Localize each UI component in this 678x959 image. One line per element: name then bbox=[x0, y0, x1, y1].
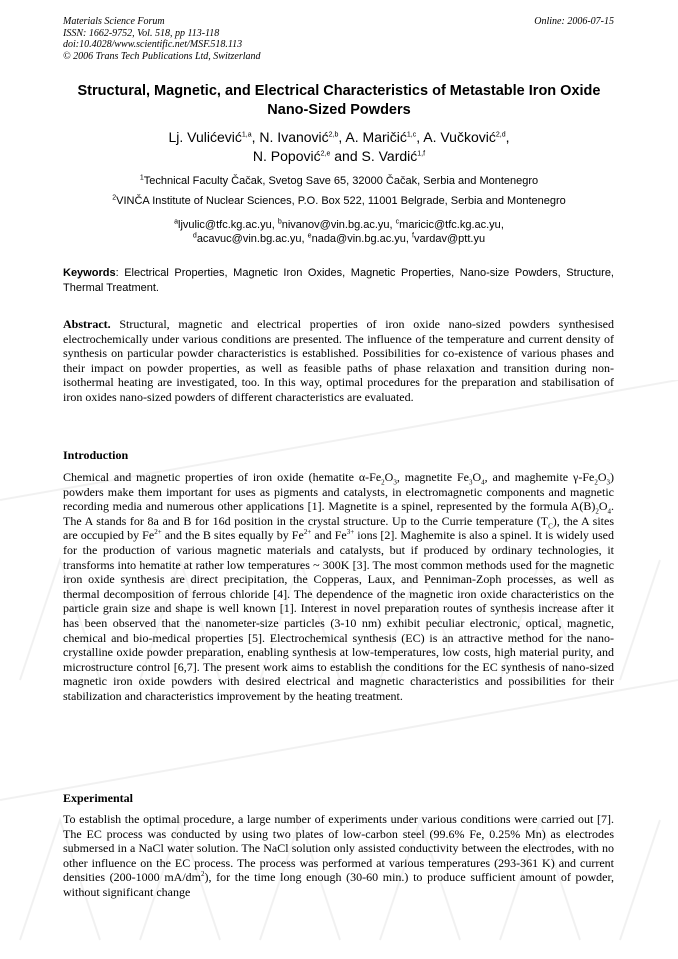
author: S. Vardić$^{1,f}$ bbox=[361, 148, 426, 164]
email-list: $^a$ljvulic@tfc.kg.ac.yu, $^b$nivanov@vin.bg.ac.yu, $^c$maricic@tfc.kg.ac.yu, $^d$acavuc@vin.bg.ac.yu, $^e$nada@vin.bg.ac.yu, $^f$vardav@ptt.yu bbox=[174, 218, 504, 245]
author: A. Vučković$^{2,d}$, bbox=[423, 129, 510, 145]
keywords-label: Keywords bbox=[63, 267, 116, 279]
abstract bbox=[63, 317, 614, 405]
author-list bbox=[60, 128, 618, 166]
email-link[interactable]: $^f$vardav@ptt.yu bbox=[412, 232, 486, 245]
journal-header bbox=[63, 16, 261, 62]
paper-title: Structural, Magnetic, and Electrical Characteristics of Metastable Iron Oxide Nano-Sized Powders bbox=[77, 83, 601, 118]
experimental-paragraph: To establish the optimal procedure, a large number of experiments under various conditions were carried out [7]. The EC process was conducted by using two plates of low-carbon steel (99.6% Fe, 0.25% Mn) as electrodes submersed in a NaCl water solution. The NaCl solution only assisted conductivity between the electrodes, with no other influence on the EC process. The process was performed at various temperatures (293-361 K) and current densities (200-1000 $mA/dm^2$), for the time long enough (30-60 min.) to produce sufficient amount of powder, without significant change bbox=[63, 812, 614, 899]
section-heading-introduction: Introduction bbox=[63, 448, 129, 462]
email-link[interactable]: $^c$maricic@tfc.kg.ac.yu bbox=[395, 218, 501, 231]
doi-line: doi:10.4028/www.scientific.net/MSF.518.113 bbox=[63, 39, 243, 50]
author: N. Popović$^{2,e}$ and bbox=[252, 148, 362, 164]
copyright-line: © 2006 Trans Tech Publications Ltd, Switzerland bbox=[63, 50, 261, 62]
abstract-text: Structural, magnetic and electrical properties of iron oxide nano-sized powders synthesised electrochemically under various conditions are presented. The influence of the temperature and current density of synthesis on particular powder characteristics is established. Possibilities for co-existence of various phases and their impact on powder properties, as well as feasible paths of phase relaxation and transition during non-isothermal heating are investigated, too. In this way, optimal procedures for the preparation and stabilisation of iron oxides nano-sized powders of different characteristics are evaluated. bbox=[63, 317, 614, 404]
author: Lj. Vulićević$^{1,a}$, bbox=[168, 129, 260, 145]
keywords-text: : Electrical Properties, Magnetic Iron Oxides, Magnetic Properties, Nano-size Powders, Structure, Thermal Treatment. bbox=[63, 267, 614, 294]
keywords bbox=[63, 266, 614, 295]
section-heading-experimental: Experimental bbox=[63, 791, 133, 805]
abstract-label: Abstract. bbox=[63, 317, 111, 331]
email-link[interactable]: $^b$nivanov@vin.bg.ac.yu bbox=[277, 218, 390, 231]
affiliation-1: $^1$Technical Faculty Čačak, Svetog Save 65, 32000 Čačak, Serbia and Montenegro bbox=[139, 174, 539, 187]
email-link[interactable]: $^d$acavuc@vin.bg.ac.yu bbox=[192, 232, 302, 245]
online-date: Online: 2006-07-15 bbox=[534, 16, 614, 27]
author: N. Ivanović$^{2,b}$, bbox=[259, 129, 346, 145]
email-link[interactable]: $^e$nada@vin.bg.ac.yu bbox=[307, 232, 406, 245]
email-link[interactable]: $^a$ljvulic@tfc.kg.ac.yu bbox=[174, 218, 272, 231]
journal-name: Materials Science Forum bbox=[63, 16, 165, 27]
affiliation-2: $^2$VINČA Institute of Nuclear Sciences, P.O. Box 522, 11001 Belgrade, Serbia and Montenegro bbox=[112, 194, 566, 207]
introduction-paragraph: Chemical and magnetic properties of iron oxide (hematite $\alpha-Fe_2O_3$, magnetite $Fe_3O_4$, and maghemite $\gamma-Fe_2O_3$) powders make them important for uses as pigments and catalysts, in electromagnetic components and magnetic recording media and numerous other applications [1]. Magnetite is a spinel, represented by the formula $A(B)_2O_4$. The A stands for 8a and B for 16d position in the crystal structure. Up to the Currie temperature $(T_C)$, the A sites are occupied by $Fe^{2+}$ and the B sites equally by $Fe^{2+}$ and $Fe^{3+}$ ions [2]. Maghemite is also a spinel. It is widely used for the production of various magnetic materials and catalysts, but if produced by ordinary technologies, it transforms into hematite at rather low temperatures ~ 300K [3]. The most common methods used for the magnetic iron oxide synthesis are direct precipitation, the Copperas, Laux, and Penniman-Zoph processes, as well as thermal decomposition of ferrous chloride [4]. The dependence of the magnetic iron oxide characteristics on the particle grain size and shape is well known [1]. Interest in novel preparation routes of synthesis increase after it has been observed that the nanometer-size particles (3-10 nm) exhibit peculiar electronic, optical, magnetic, chemical and bio-medical properties [5]. Electrochemical synthesis (EC) is an attractive method for the nano-crystalline oxide powder preparation, enabling synthesis at low-temperatures, low costs, high material purity, and microstructure control [6,7]. The present work aims to establish the conditions for the EC synthesis of nano-sized magnetic iron oxide powders with desired electrical and magnetic characteristics and possibilities for their stabilization and characteristics improvement by the heating treatment. bbox=[63, 470, 614, 703]
issn-line: ISSN: 1662-9752, Vol. 518, pp 113-118 bbox=[63, 27, 220, 39]
author: A. Maričić$^{1,c}$, bbox=[345, 129, 424, 145]
